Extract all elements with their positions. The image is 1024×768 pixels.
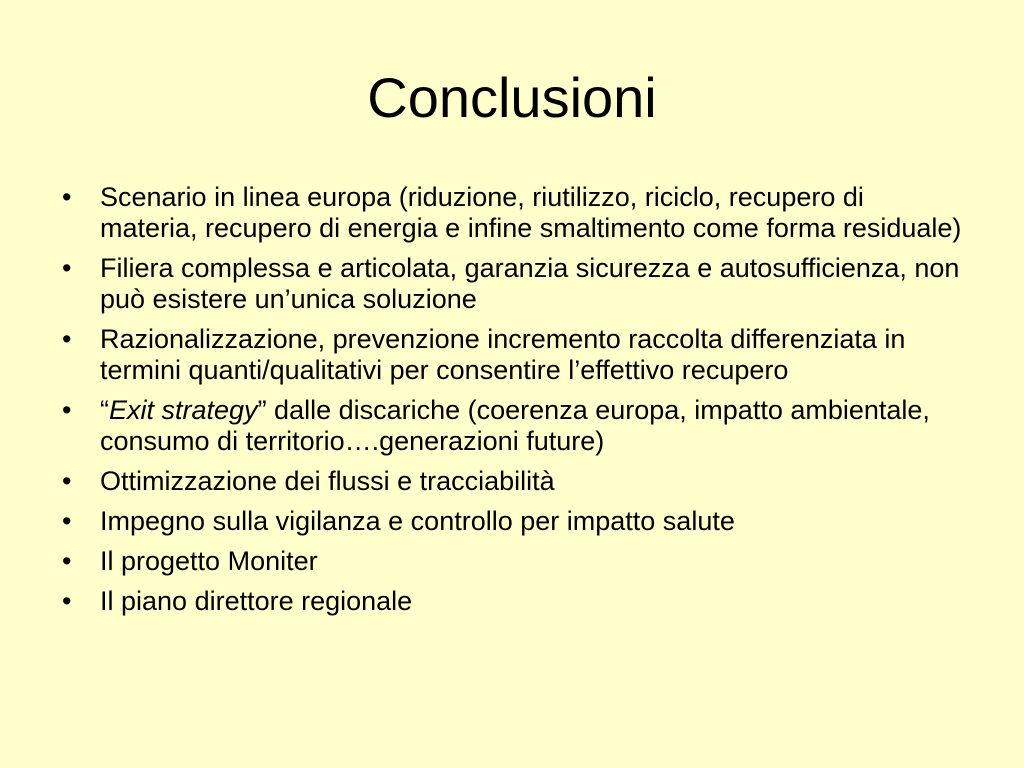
exit-strategy-emphasis: Exit strategy <box>109 395 258 425</box>
bullet-text: Impegno sulla vigilanza e controllo per impatto salute <box>100 506 735 536</box>
bullet-item <box>62 546 962 577</box>
bullet-dot-icon: • <box>62 253 72 283</box>
bullet-list <box>62 182 962 626</box>
bullet-item <box>62 586 962 617</box>
bullet-item <box>62 395 962 457</box>
bullet-dot-icon: • <box>62 506 72 536</box>
bullet-dot-icon: • <box>62 182 72 212</box>
bullet-text: Ottimizzazione dei flussi e tracciabilità <box>100 466 555 496</box>
bullet-item <box>62 324 962 386</box>
bullet-text-rest: ” dalle discariche (coerenza europa, impatto ambientale, consumo di territorio….generazioni future) <box>100 395 930 456</box>
bullet-dot-icon: • <box>62 586 72 616</box>
bullet-text: Scenario in linea europa (riduzione, riutilizzo, riciclo, recupero di materia, recupero di energia e infine smaltimento come forma residuale) <box>100 182 962 243</box>
bullet-item <box>62 253 962 315</box>
bullet-text: Il progetto Moniter <box>100 546 318 576</box>
slide-title: Conclusioni <box>367 66 657 129</box>
bullet-dot-icon: • <box>62 395 72 425</box>
bullet-dot-icon: • <box>62 324 72 354</box>
bullet-item <box>62 506 962 537</box>
bullet-dot-icon: • <box>62 546 72 576</box>
open-quote: “ <box>100 395 109 425</box>
bullet-text: Filiera complessa e articolata, garanzia sicurezza e autosufficienza, non può esistere un’unica soluzione <box>100 253 960 314</box>
bullet-item <box>62 182 962 244</box>
bullet-text <box>100 395 930 456</box>
bullet-text: Il piano direttore regionale <box>100 586 413 616</box>
bullet-text: Razionalizzazione, prevenzione incremento raccolta differenziata in termini quanti/qualitativi per consentire l’effettivo recupero <box>100 324 906 385</box>
bullet-dot-icon: • <box>62 466 72 496</box>
bullet-item <box>62 466 962 497</box>
